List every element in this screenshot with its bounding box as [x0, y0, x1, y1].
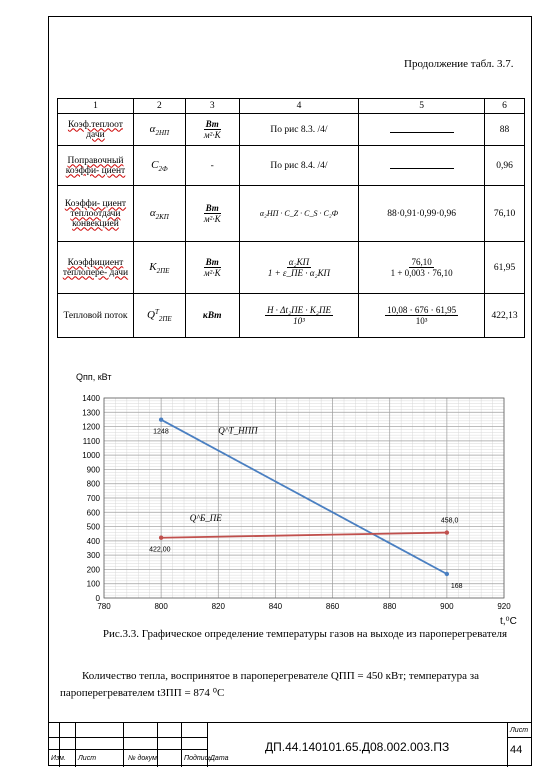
data-label: 1248: [153, 428, 169, 436]
x-tick-label: 900: [440, 602, 454, 611]
formula: По рис 8.3. /4/: [239, 114, 359, 146]
param-symbol: Q: [147, 309, 155, 322]
calc-numerator: 10,08 · 676 · 61,95: [387, 305, 457, 315]
y-tick-label: 100: [86, 579, 100, 589]
data-point: [159, 536, 163, 540]
formula-numerator: H · Δt₂ПЕ · K₂ПЕ: [266, 305, 331, 315]
figure-caption: Рис.3.3. Графическое определение температуры газов на выходе из пароперегревателя: [102, 628, 508, 640]
header-cell: 3: [185, 99, 239, 114]
unit-denominator: м²·К: [203, 130, 221, 140]
y-tick-label: 500: [86, 522, 100, 532]
unit: кВт: [185, 294, 239, 338]
symbol-superscript: T: [154, 307, 159, 316]
param-symbol: α: [149, 206, 156, 219]
param-name: Тепловой поток: [58, 294, 134, 338]
unit: [202, 203, 223, 224]
unit: [202, 119, 223, 140]
data-point: [159, 418, 163, 422]
data-point: [445, 530, 449, 534]
y-tick-label: 1000: [82, 451, 100, 461]
unit-numerator: Вт: [205, 119, 219, 129]
param-name: Коэф.теплоот дачи: [67, 119, 123, 140]
header-cell: 4: [239, 99, 359, 114]
stamp-label: № докум.: [128, 755, 159, 762]
stamp-label: Лист: [78, 755, 97, 762]
calc: [389, 257, 455, 278]
y-tick-label: 400: [86, 536, 100, 546]
y-tick-label: 700: [86, 494, 100, 503]
y-tick-label: 1400: [82, 394, 100, 403]
formula-denominator: 1 + ε_ПЕ · α₂КП: [267, 268, 331, 278]
param-name: Коэффициент теплопере- дачи: [62, 257, 129, 278]
result-paragraph: Количество тепла, воспринятое в пароперегревателе QПП = 450 кВт; температура за пароперегревателем tЗПП = 874 ⁰С: [60, 670, 479, 699]
unit-denominator: м²·К: [203, 214, 221, 224]
document-number: ДП.44.140101.65.Д08.002.003.ПЗ: [265, 740, 450, 754]
x-tick-label: 880: [383, 602, 397, 611]
symbol-subscript: 2НП: [155, 128, 170, 137]
stamp-col: [158, 723, 182, 767]
calc: [385, 305, 458, 326]
unit-numerator: Вт: [205, 257, 219, 267]
data-label: 168: [450, 583, 463, 590]
x-axis-label: t,⁰С: [500, 616, 517, 627]
calc-denominator: 10³: [415, 316, 428, 326]
table-row: [58, 114, 525, 146]
x-tick-label: 860: [325, 602, 340, 611]
symbol-subscript: 2КП: [155, 212, 169, 221]
unit-numerator: Вт: [205, 203, 219, 213]
y-tick-label: 900: [86, 465, 100, 475]
symbol-subscript: 2Ф: [158, 164, 168, 173]
symbol-subscript: 2ПЕ: [158, 315, 172, 324]
header-cell: 6: [485, 99, 525, 114]
formula: [265, 305, 333, 326]
y-tick-label: 600: [86, 508, 100, 518]
line-chart: [58, 366, 528, 628]
series-name-label: Q^Т_НПП: [218, 425, 258, 436]
formula: α₂НП · C_Z · C_S · C₂Ф: [239, 186, 359, 242]
spec-table: [57, 98, 525, 338]
table-row: [58, 146, 525, 186]
header-cell: 2: [133, 99, 185, 114]
data-point: [445, 572, 449, 576]
calc-cell: [359, 146, 485, 186]
value: 422,13: [485, 294, 525, 338]
param-symbol: C: [151, 158, 159, 171]
calc-blank-line: [390, 160, 454, 169]
y-tick-label: 1200: [82, 422, 100, 432]
x-tick-label: 780: [97, 602, 111, 611]
calc-cell: [359, 114, 485, 146]
sheet-label: Лист: [510, 727, 529, 734]
param-name: Поправочный коэффи- циент: [65, 155, 126, 176]
y-tick-label: 1300: [82, 408, 100, 418]
table-row: [58, 294, 525, 338]
formula: По рис 8.4. /4/: [239, 146, 359, 186]
calc: 88·0,91·0,99·0,96: [359, 186, 485, 242]
calc-denominator: 1 + 0,003 · 76,10: [390, 268, 453, 278]
unit: [202, 257, 223, 278]
formula-denominator: 10³: [293, 316, 305, 326]
y-tick-label: 1100: [82, 436, 100, 446]
value: 0,96: [485, 146, 525, 186]
y-tick-label: 300: [86, 551, 100, 561]
unit: -: [185, 146, 239, 186]
y-axis-label: Qпп, кВт: [76, 372, 112, 382]
stamp-label: Подпись: [184, 755, 212, 762]
header-cell: 1: [58, 99, 134, 114]
x-tick-label: 820: [211, 602, 225, 611]
y-tick-label: 200: [86, 565, 100, 575]
y-tick-label: 0: [95, 594, 100, 603]
y-tick-label: 800: [86, 479, 100, 489]
formula: [266, 257, 332, 278]
param-symbol: α: [149, 122, 156, 135]
symbol-subscript: 2ПЕ: [156, 266, 170, 275]
series-line: [161, 420, 447, 574]
sheet-number: 44: [510, 744, 523, 756]
unit-denominator: м²·К: [203, 268, 221, 278]
x-tick-label: 920: [497, 602, 511, 611]
data-label: 458,0: [440, 517, 459, 525]
calc-numerator: 76,10: [411, 257, 432, 267]
header-cell: 5: [359, 99, 485, 114]
stamp-label: Изм.: [51, 755, 66, 762]
table-row: [58, 242, 525, 294]
calc-blank-line: [390, 124, 454, 133]
value: 76,10: [485, 186, 525, 242]
stamp-label: Дата: [210, 755, 229, 762]
param-symbol: K: [149, 260, 157, 273]
x-tick-label: 800: [154, 602, 168, 611]
data-label: 422,00: [149, 546, 171, 554]
formula-numerator: α₂КП: [288, 257, 310, 267]
table-header-row: [58, 99, 525, 114]
series-name-label: Q^Б_ПЕ: [189, 512, 222, 523]
param-name: Коэффи- циент теплоотдачи конвекцией: [64, 198, 127, 229]
table-row: [58, 186, 525, 242]
value: 88: [485, 114, 525, 146]
continuation-label: Продолжение табл. 3.7.: [404, 58, 514, 70]
x-tick-label: 840: [268, 602, 283, 611]
value: 61,95: [485, 242, 525, 294]
